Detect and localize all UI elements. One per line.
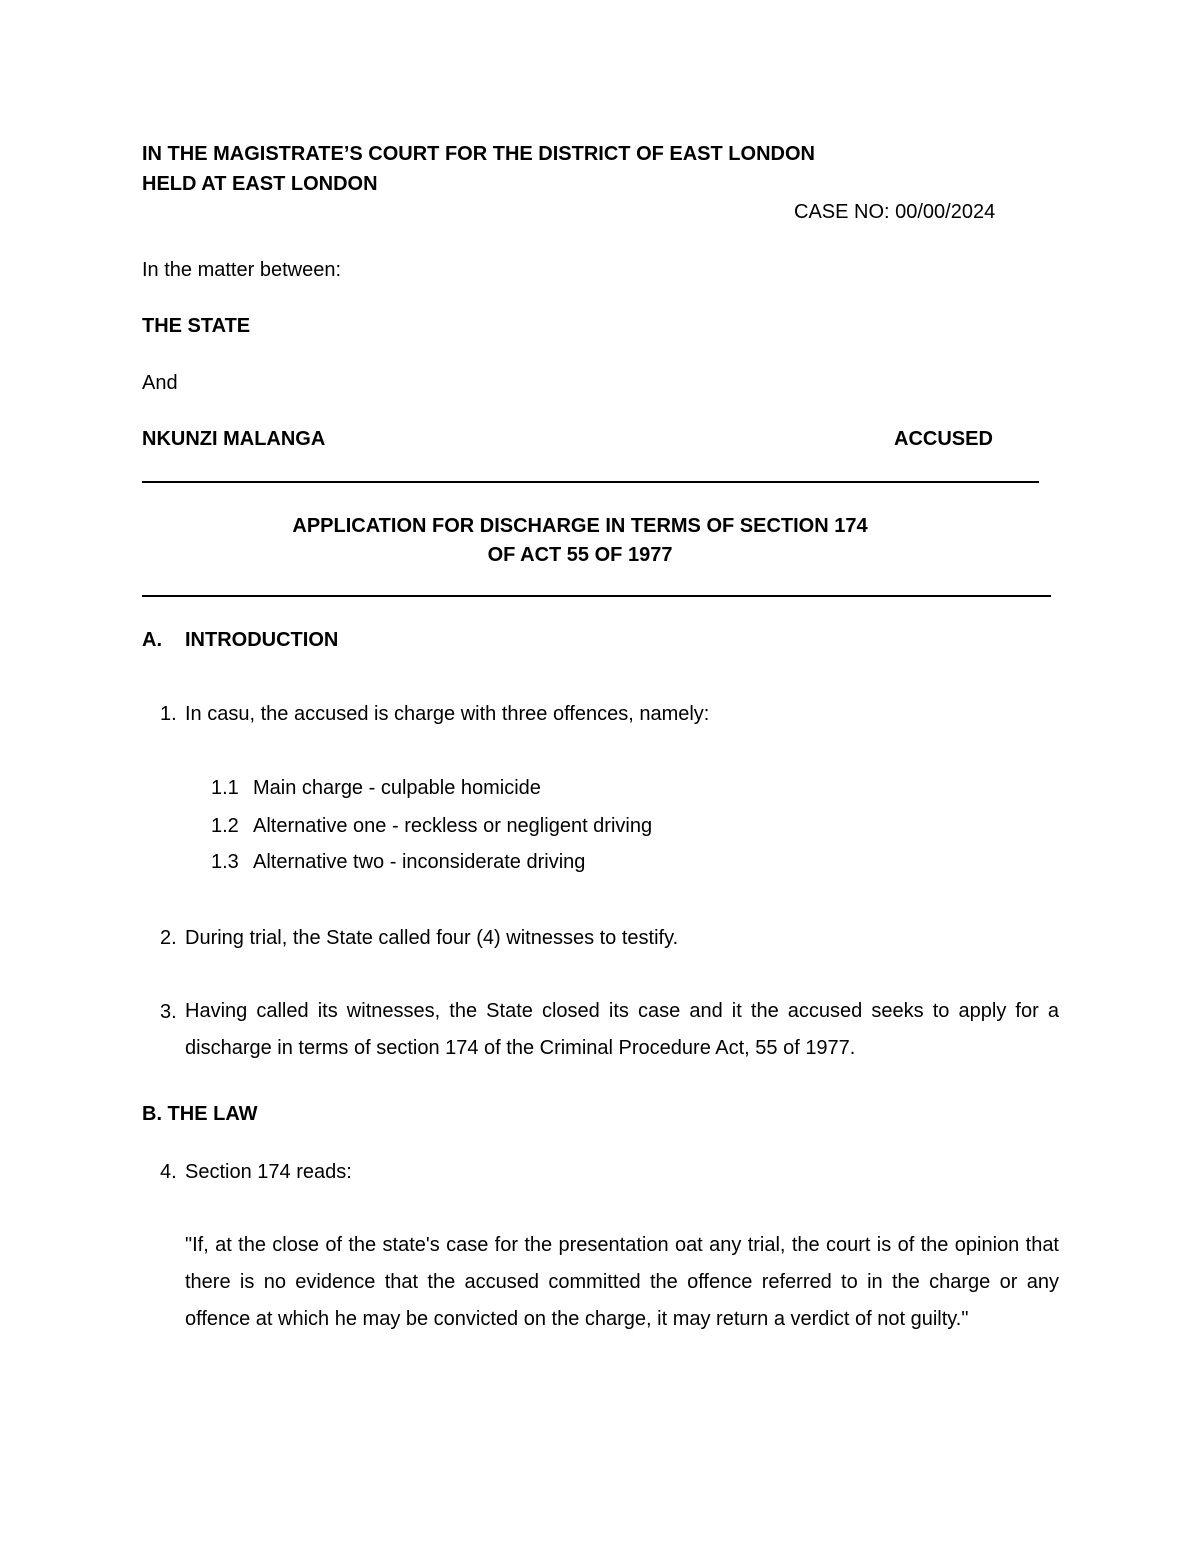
matter-between: In the matter between: [142,259,342,281]
para-1-number: 1. [160,703,177,725]
divider-top [142,481,1039,483]
charge-1-text: Main charge - culpable homicide [253,777,541,799]
divider-bottom [142,595,1051,597]
para-2-number: 2. [160,927,177,949]
court-location: HELD AT EAST LONDON [142,173,378,195]
para-4-number: 4. [160,1161,177,1183]
section-a-heading: INTRODUCTION [185,629,339,651]
charge-2-number: 1.2 [211,815,239,837]
party-state: THE STATE [142,315,251,337]
accused-name: NKUNZI MALANGA [142,428,326,450]
section-b-heading: B. THE LAW [142,1103,258,1125]
charge-3-number: 1.3 [211,851,239,873]
accused-label: ACCUSED [894,428,993,450]
charge-2-text: Alternative one - reckless or negligent driving [253,815,653,837]
charge-1-number: 1.1 [211,777,239,799]
para-4-text: Section 174 reads: [185,1161,352,1183]
document-title-line-2: OF ACT 55 OF 1977 [487,544,673,566]
section-174-quote: "If, at the close of the state's case for the presentation oat any trial, the court is of the opinion that there is no evidence that the accused committed the offence referred to in the charge or any offence at which he may be convicted on the charge, it may return a verdict of not guilty." [185,1234,1059,1330]
case-number: CASE NO: 00/00/2024 [794,201,996,223]
party-and: And [142,372,178,394]
para-1-text: In casu, the accused is charge with three offences, namely: [185,703,710,725]
para-2-text: During trial, the State called four (4) witnesses to testify. [185,927,679,949]
document-title-line-1: APPLICATION FOR DISCHARGE IN TERMS OF SECTION 174 [292,515,868,537]
charge-3-text: Alternative two - inconsiderate driving [253,851,586,873]
para-3-number: 3. [160,1001,177,1023]
section-a-letter: A. [142,629,162,651]
para-3-text: Having called its witnesses, the State closed its case and it the accused seeks to apply for a discharge in terms of section 174 of the Criminal Procedure Act, 55 of 1977. [185,1000,1059,1059]
court-heading: IN THE MAGISTRATE’S COURT FOR THE DISTRICT OF EAST LONDON [142,143,815,165]
